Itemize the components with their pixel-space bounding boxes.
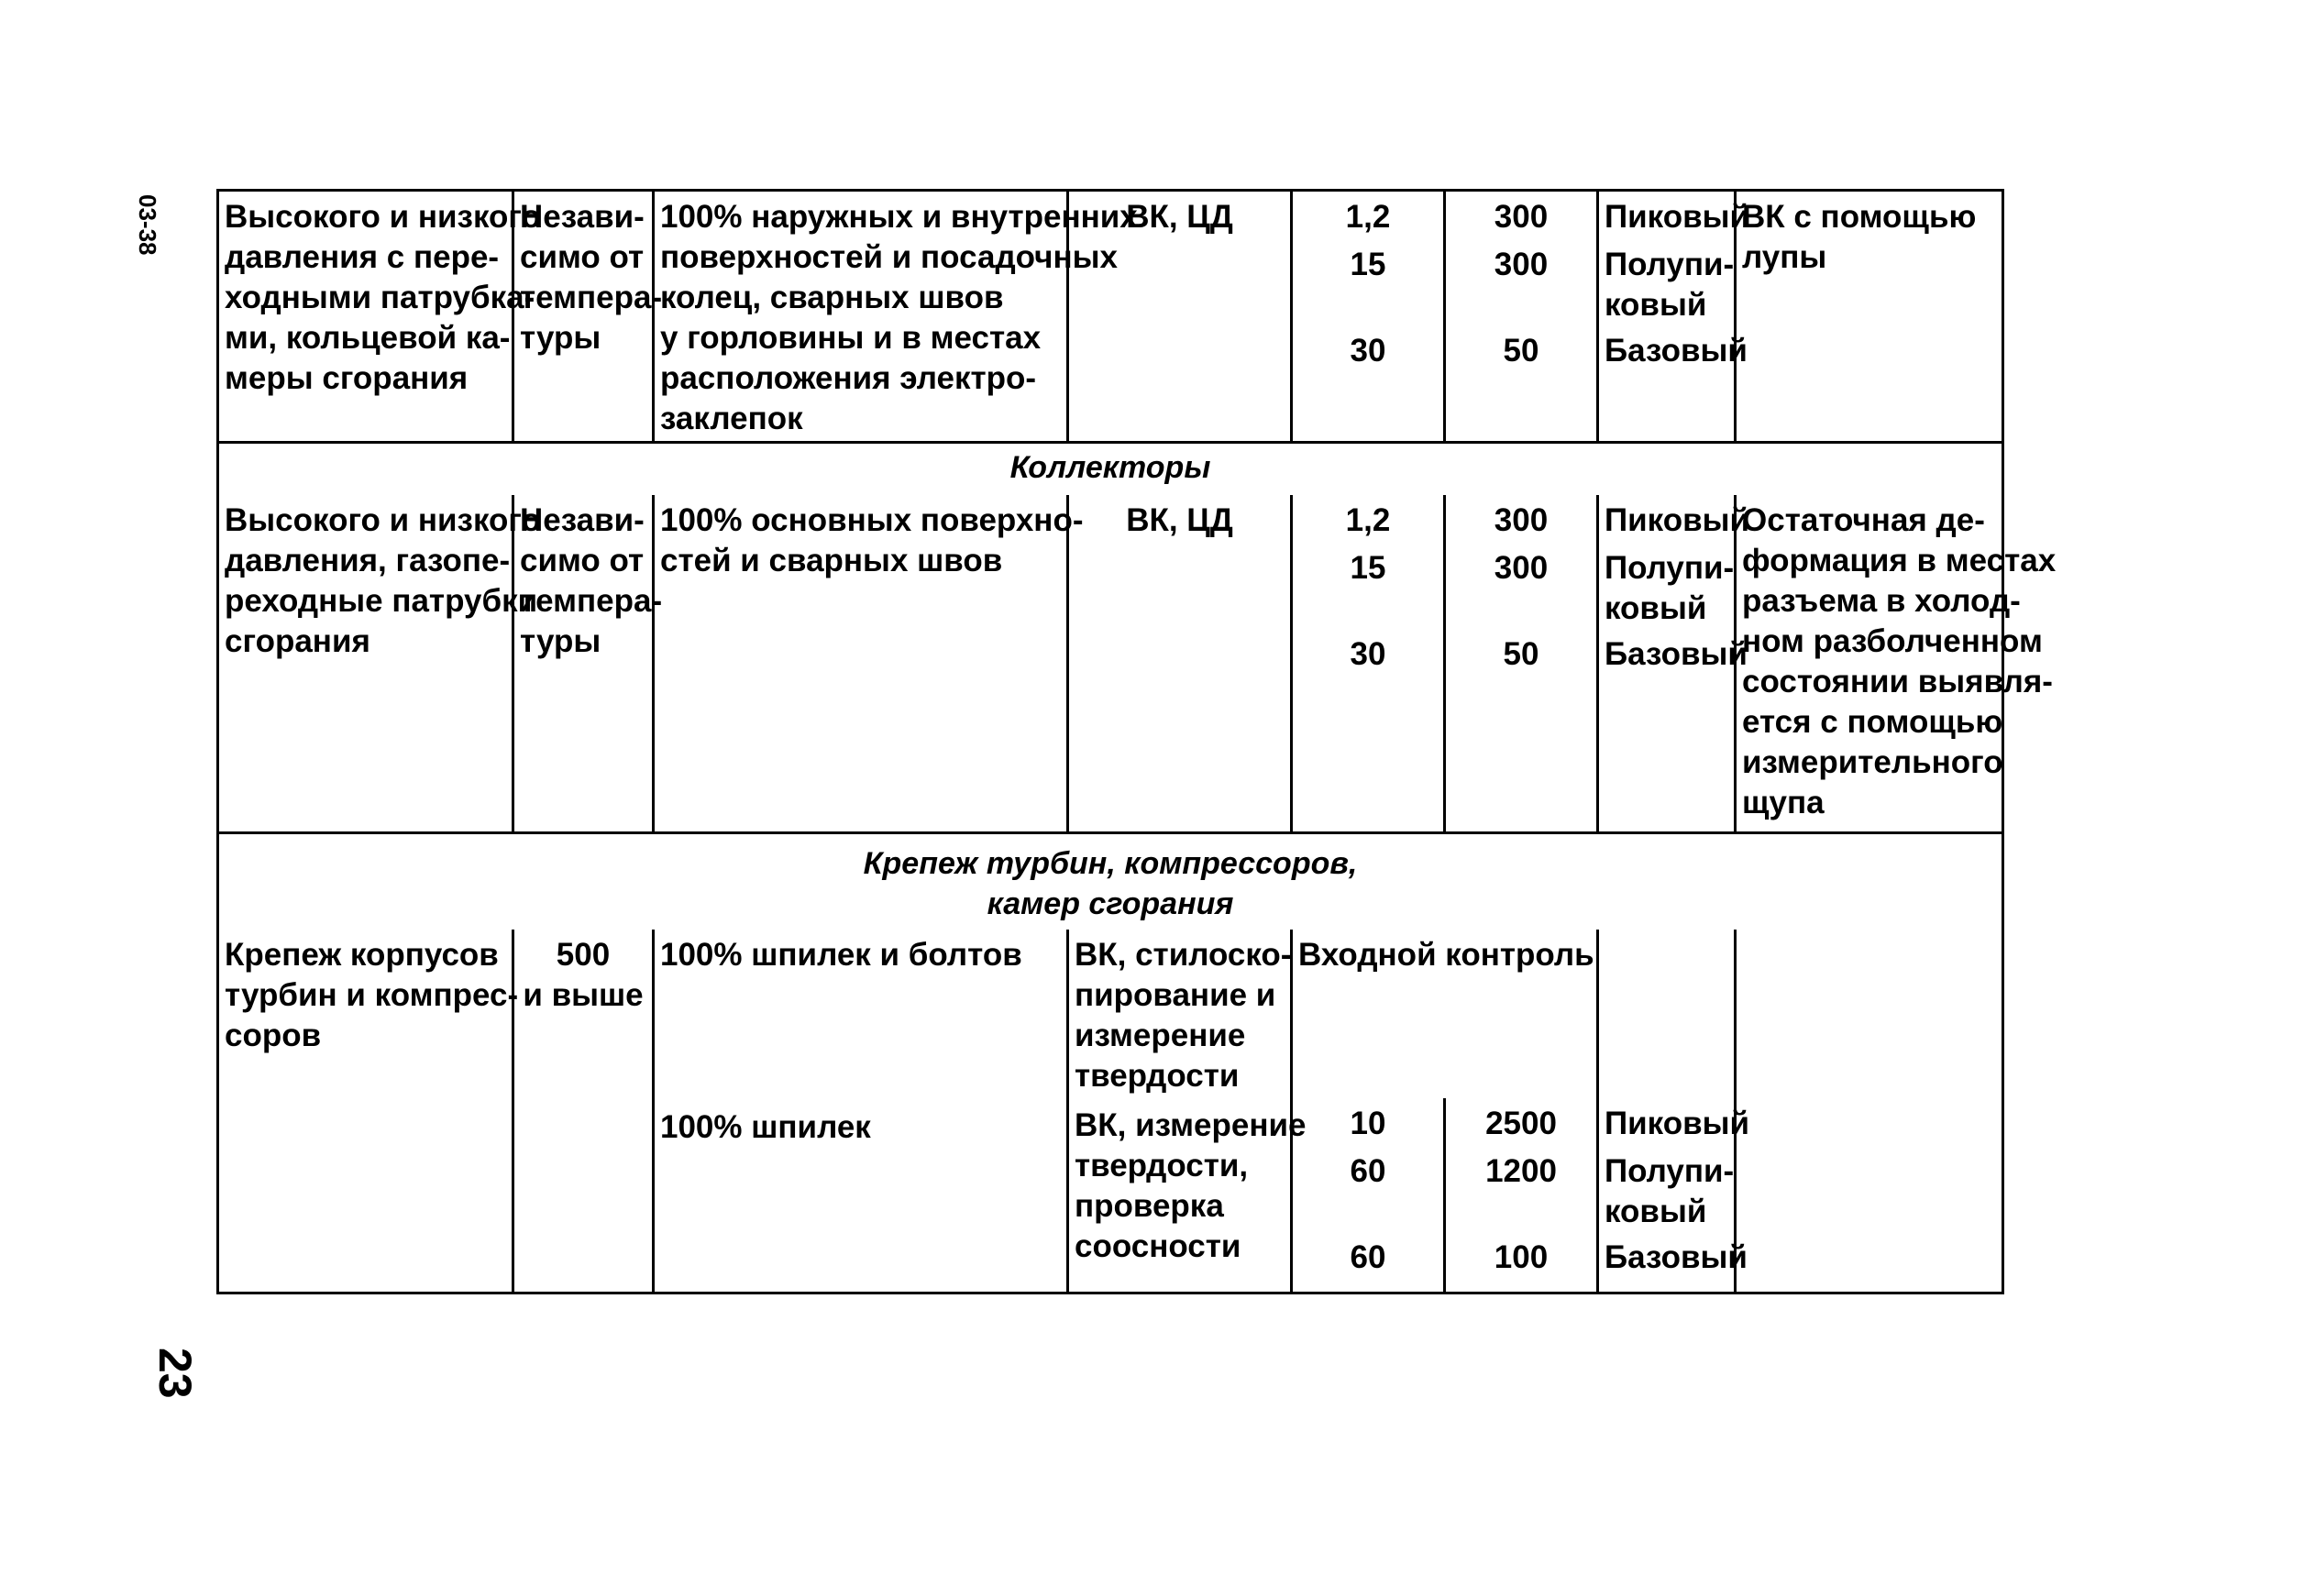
text-line: ВК, ЦД (1126, 502, 1233, 538)
text-line: стей и сварных швов (660, 543, 1003, 578)
cell-element (219, 495, 541, 831)
text-line: Базовый (1605, 333, 1748, 369)
text-line: Полупи- (1605, 247, 1735, 282)
text-line: ходными патрубка- (225, 280, 535, 315)
text-line: ВК, ЦД (1126, 199, 1233, 235)
text-line: твердости (1075, 1058, 1240, 1094)
cell-period (1293, 192, 1446, 441)
text-line: ВК, стилоско- (1075, 937, 1292, 973)
table-row (219, 441, 2057, 831)
text-line: Пиковый (1605, 1106, 1750, 1141)
text-line: камер сгорания (987, 886, 1234, 921)
text-line: ВК с помощью (1742, 199, 1977, 235)
text-line: и выше (523, 977, 644, 1013)
text-line: заклепок (660, 401, 803, 436)
text-line: 30 (1350, 636, 1386, 672)
text-line: ВК, измерение (1075, 1107, 1307, 1143)
text-line: 1,2 (1345, 199, 1391, 235)
text-line: Высокого и низкого (225, 199, 541, 235)
text-line: колец, сварных швов (660, 280, 1004, 315)
cell-scope (655, 192, 1138, 441)
text-line: измерительного (1742, 744, 2003, 780)
text-line: 300 (1494, 199, 1549, 235)
cell-period (1293, 1104, 1443, 1278)
cell-method (1069, 930, 1307, 1292)
text-line: 300 (1494, 247, 1549, 282)
cell-temperature (514, 930, 655, 1292)
cell-element (219, 192, 541, 441)
text-line: Входной контроль (1298, 937, 1594, 973)
section-heading-collectors: Коллекторы (1009, 450, 1211, 485)
text-line: ми, кольцевой ка- (225, 320, 511, 356)
page-number: 23 (149, 1348, 201, 1399)
text-line: соров (225, 1018, 322, 1053)
text-line: у горловины и в местах (660, 320, 1042, 356)
row-body (219, 495, 2057, 831)
text-line: реходные патрубки (225, 583, 538, 619)
text-line: разъема в холод- (1742, 583, 2021, 619)
text-line: формация в местах (1742, 543, 2057, 578)
cell-count (1446, 192, 1599, 441)
cell-count (1446, 495, 1599, 831)
text-line: измерение (1075, 1018, 1246, 1053)
text-line: 100% шпилек и болтов (660, 937, 1022, 973)
cell-input-control (1293, 930, 1599, 1292)
text-line: ковый (1605, 287, 1707, 323)
section-heading-fasteners (219, 834, 2002, 924)
text-line: соосности (1075, 1228, 1241, 1264)
text-line: 100 (1494, 1239, 1549, 1275)
cell-mode (1599, 495, 1750, 831)
cell-mode (1599, 192, 1750, 441)
text-line: 60 (1350, 1239, 1386, 1275)
text-line: расположения электро- (660, 360, 1037, 396)
text-line: 30 (1350, 333, 1386, 369)
text-line: Базовый (1605, 636, 1748, 672)
text-line: туры (520, 320, 601, 356)
text-line: симо от (520, 543, 645, 578)
cell-temperature (514, 192, 663, 441)
cell-mode (1599, 930, 1750, 1292)
text-line: твердости, (1075, 1148, 1249, 1183)
text-line: симо от (520, 239, 645, 275)
text-line: 100% основных поверхно- (660, 502, 1084, 538)
text-line: 1200 (1485, 1153, 1557, 1189)
table-row (219, 831, 2002, 1292)
text-line: 1,2 (1345, 502, 1391, 538)
cell-scope (655, 930, 1069, 1292)
text-line: 500 (556, 937, 611, 973)
text-line: 50 (1503, 636, 1539, 672)
text-line: Крепеж корпусов (225, 937, 499, 973)
text-line: Незави- (520, 199, 645, 235)
text-line: проверка (1075, 1188, 1224, 1224)
text-line: щупа (1742, 785, 1825, 820)
inspection-table (216, 189, 2057, 1294)
text-line: темпера- (520, 280, 663, 315)
text-line: Незави- (520, 502, 645, 538)
text-line: 100% наружных и внутренних (660, 199, 1138, 235)
text-line: поверхностей и посадочных (660, 239, 1118, 275)
text-line: Крепеж турбин, компрессоров, (863, 846, 1358, 881)
text-line: Пиковый (1605, 199, 1750, 235)
text-line: ется с помощью (1742, 704, 2003, 740)
text-line: состоянии выявля- (1742, 664, 2053, 699)
text-line: меры сгорания (225, 360, 469, 396)
text-line: Высокого и низкого (225, 502, 541, 538)
text-line: 2500 (1485, 1106, 1557, 1141)
text-line: Базовый (1605, 1239, 1748, 1275)
text-line: 60 (1350, 1153, 1386, 1189)
cell-scope (655, 495, 1084, 831)
text-line: сгорания (225, 623, 370, 659)
row-body (219, 930, 2002, 1292)
cell-note (1737, 495, 2057, 831)
text-line: темпера- (520, 583, 663, 619)
text-line: ковый (1605, 1194, 1707, 1229)
cell-method (1069, 495, 1293, 831)
cell-temperature (514, 495, 663, 831)
cell-element (219, 930, 519, 1292)
text-line: давления с пере- (225, 239, 500, 275)
text-line: пирование и (1075, 977, 1276, 1013)
text-line: 300 (1494, 550, 1549, 586)
text-line: давления, газопе- (225, 543, 511, 578)
text-line: ковый (1605, 590, 1707, 626)
text-line: туры (520, 623, 601, 659)
table-row (219, 192, 2002, 441)
text-line: турбин и компрес- (225, 977, 519, 1013)
text-line: 50 (1503, 333, 1539, 369)
text-line: 300 (1494, 502, 1549, 538)
text-line: 15 (1350, 550, 1386, 586)
text-line: Полупи- (1605, 1153, 1735, 1189)
text-line: Остаточная де- (1742, 502, 1985, 538)
text-line: 15 (1350, 247, 1386, 282)
cell-method (1069, 192, 1293, 441)
text-line: 100% шпилек (660, 1109, 871, 1145)
cell-period (1293, 495, 1446, 831)
text-line: ном разболченном (1742, 623, 2043, 659)
text-line: Пиковый (1605, 502, 1750, 538)
text-line: Полупи- (1605, 550, 1735, 586)
text-line: 10 (1350, 1106, 1386, 1141)
document-code: 03-38 (134, 194, 161, 256)
cell-note (1737, 192, 2002, 441)
text-line: лупы (1742, 239, 1827, 275)
cell-note (1737, 930, 2002, 1292)
cell-count (1446, 1104, 1596, 1278)
